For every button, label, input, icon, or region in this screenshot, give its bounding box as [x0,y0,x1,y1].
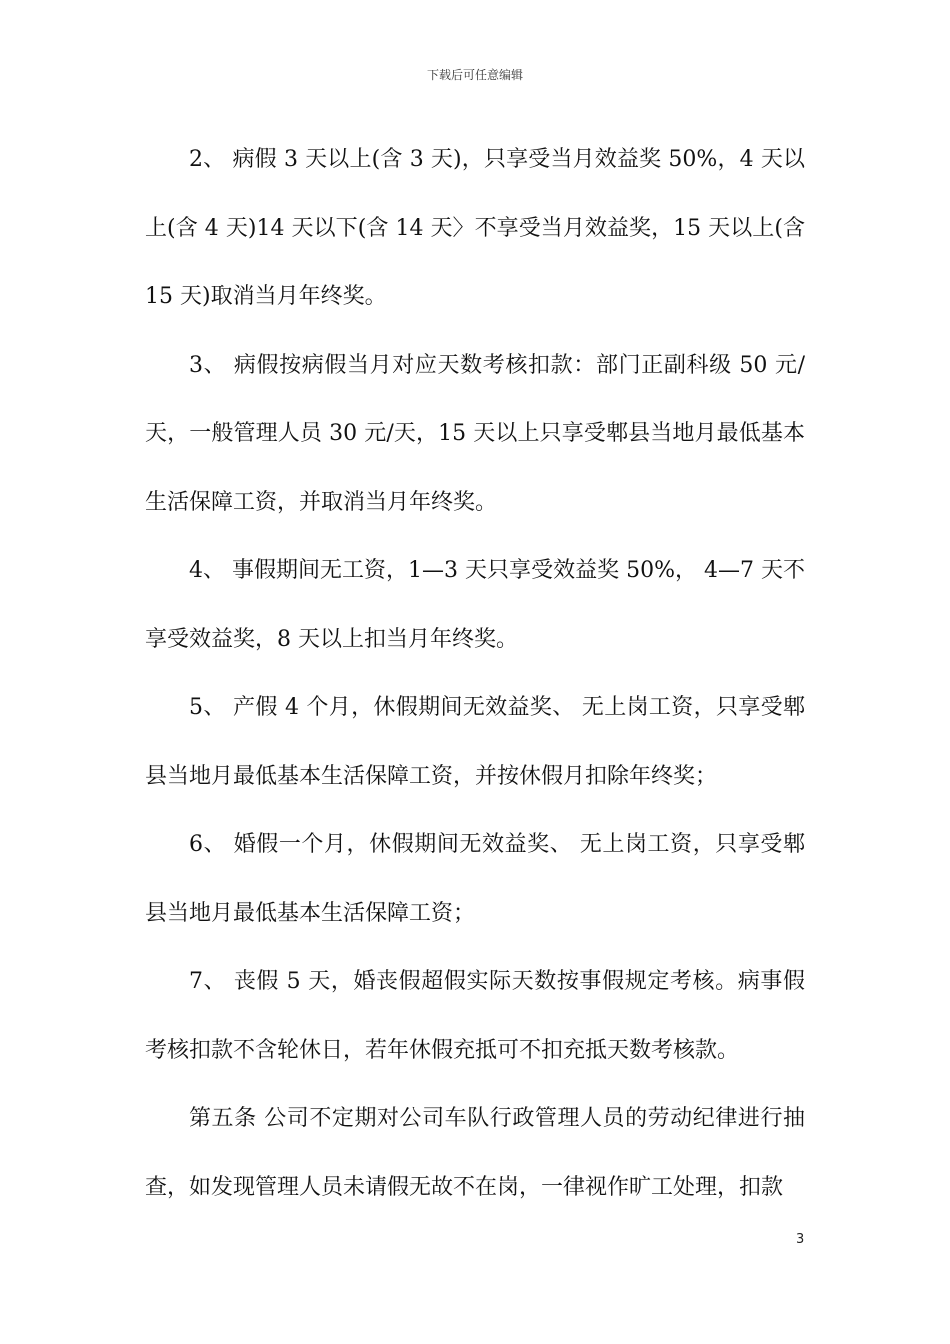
paragraph-sick-leave-deduction: 3、 病假按病假当月对应天数考核扣款：部门正副科级 50 元/天，一般管理人员 30 元/天，15 天以上只享受郫县当地月最低基本生活保障工资，并取消当月年终奖。 [145,352,805,515]
paragraph-article-five: 第五条 公司不定期对公司车队行政管理人员的劳动纪律进行抽查，如发现管理人员未请假无故不在岗，一律视作旷工处理，扣款 [145,1106,805,1200]
paragraph-maternity-leave: 5、 产假 4 个月，休假期间无效益奖、 无上岗工资，只享受郫县当地月最低基本生活保障工资，并按休假月扣除年终奖； [145,695,805,789]
paragraph-sick-leave-bonus: 2、 病假 3 天以上(含 3 天)，只享受当月效益奖 50%，4 天以上(含 4 天)14 天以下(含 14 天〉不享受当月效益奖，15 天以上(含 15 天)取消当月年终奖。 [145,147,805,309]
paragraph-funeral-leave: 7、 丧假 5 天，婚丧假超假实际天数按事假规定考核。病事假考核扣款不含轮休日，若年休假充抵可不扣充抵天数考核款。 [145,969,805,1063]
document-body [145,126,805,1222]
paragraph-marriage-leave: 6、 婚假一个月，休假期间无效益奖、 无上岗工资，只享受郫县当地月最低基本生活保障工资； [145,832,805,926]
page-number: 3 [796,1232,805,1247]
page-header: 下载后可任意编辑 [426,68,523,82]
paragraph-personal-leave: 4、 事假期间无工资，1—3 天只享受效益奖 50%， 4—7 天不享受效益奖，8 天以上扣当月年终奖。 [145,558,805,652]
